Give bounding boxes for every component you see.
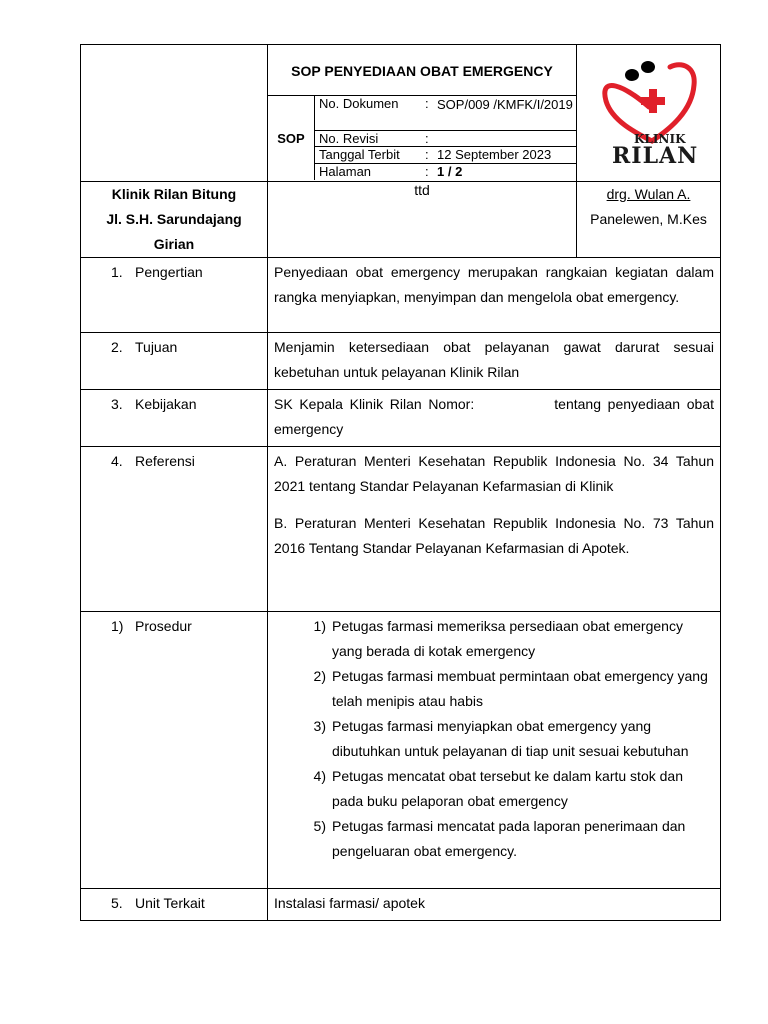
klinik-rilan-logo <box>584 45 714 173</box>
signature-cell <box>268 182 577 258</box>
list-item: 4) Petugas mencatat obat tersebut ke dalam kartu stok dan pada buku pelaporan obat emergency <box>313 768 683 809</box>
section-content-referensi <box>268 447 721 612</box>
meta-row-dokumen: No. Dokumen : SOP/009 /KMFK/I/2019 <box>315 96 576 131</box>
section-content-kebijakan: SK Kepala Klinik Rilan Nomor: tentang penyediaan obat emergency <box>268 390 721 447</box>
list-item: 5) Petugas farmasi mencatat pada laporan penerimaan dan pengeluaran obat emergency. <box>313 818 686 859</box>
list-item: 3) Petugas farmasi menyiapkan obat emergency yang dibutuhkan untuk pelayanan di tiap unit sesuai kebutuhan <box>313 718 689 759</box>
meta-table <box>315 96 576 180</box>
section-label-prosedur: 1) Prosedur <box>81 612 268 889</box>
meta-key: No. Revisi <box>319 131 379 146</box>
meta-value: 1 / 2 <box>437 164 463 179</box>
section-label-kebijakan: 3. Kebijakan <box>81 390 268 447</box>
meta-key: Tanggal Terbit <box>319 147 400 162</box>
sop-document <box>80 44 720 921</box>
meta-row-halaman: Halaman : 1 / 2 <box>315 164 576 179</box>
section-content-unit: Instalasi farmasi/ apotek <box>268 889 721 921</box>
logo-text-klinik: KLINIK <box>633 132 685 146</box>
meta-value: 12 September 2023 <box>437 147 552 162</box>
section-label-pengertian: 1. Pengertian <box>81 258 268 333</box>
meta-row-revisi: No. Revisi : <box>315 131 576 147</box>
section-content-pengertian: Penyediaan obat emergency merupakan rangkaian kegiatan dalam rangka menyiapkan, menyimpan dan mengelola obat emergency. <box>268 258 721 333</box>
ttd-text: ttd <box>414 182 430 198</box>
header-title-cell <box>268 45 577 182</box>
list-item: 1) Petugas farmasi memeriksa persediaan obat emergency yang berada di kotak emergency <box>313 618 683 659</box>
section-label-referensi: 4. Referensi <box>81 447 268 612</box>
meta-row-tanggal: Tanggal Terbit : 12 September 2023 <box>315 147 576 164</box>
signer-cell <box>577 182 721 258</box>
referensi-b: B. Peraturan Menteri Kesehatan Republik Indonesia No. 73 Tahun 2016 Tentang Standar Pelayanan Kefarmasian di Apotek. <box>274 515 714 556</box>
section-label-unit: 5. Unit Terkait <box>81 889 268 921</box>
dot-icon <box>625 69 639 81</box>
list-item: 2) Petugas farmasi membuat permintaan obat emergency yang telah menipis atau habis <box>313 668 708 709</box>
document-title: SOP PENYEDIAAN OBAT EMERGENCY <box>291 63 553 79</box>
red-cross-icon <box>641 89 665 113</box>
sop-table <box>80 44 721 921</box>
meta-value: SOP/009 /KMFK/I/2019 <box>437 97 573 112</box>
signer-name: drg. Wulan A. <box>606 186 691 202</box>
meta-block <box>268 95 576 180</box>
clinic-street: Jl. S.H. Sarundajang <box>106 211 242 227</box>
dot-icon <box>641 61 655 73</box>
clinic-name: Klinik Rilan Bitung <box>111 186 237 202</box>
referensi-a: A. Peraturan Menteri Kesehatan Republik Indonesia No. 34 Tahun 2021 tentang Standar Pelayanan Kefarmasian di Klinik <box>274 453 714 494</box>
meta-value <box>435 131 576 146</box>
section-content-tujuan: Menjamin ketersediaan obat pelayanan gawat darurat sesuai kebetuhan untuk pelayanan Klinik Rilan <box>268 333 721 390</box>
logo-text-rilan: RILAN <box>611 143 698 169</box>
clinic-area: Girian <box>153 236 195 252</box>
section-label-tujuan: 2. Tujuan <box>81 333 268 390</box>
meta-key: No. Dokumen <box>319 96 399 111</box>
meta-key: Halaman <box>319 164 372 179</box>
header-blank-cell <box>81 45 268 182</box>
signer-title: Panelewen, M.Kes <box>590 211 707 227</box>
section-content-prosedur <box>268 612 721 889</box>
clinic-address-cell <box>81 182 268 258</box>
logo-cell <box>577 45 721 182</box>
procedure-list <box>274 614 714 864</box>
sop-label: SOP <box>268 96 315 180</box>
